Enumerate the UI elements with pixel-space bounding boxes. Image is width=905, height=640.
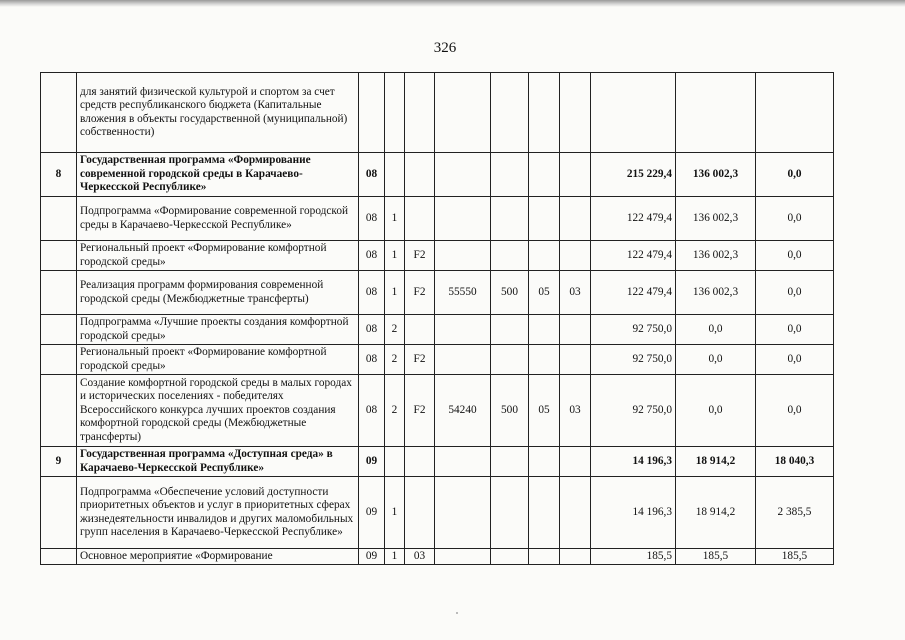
subprogram-code — [385, 447, 405, 477]
row-number: 9 — [41, 447, 77, 477]
program-code: 08 — [359, 375, 385, 447]
page-number: 326 — [433, 40, 457, 56]
amount-year-1: 122 479,4 — [591, 197, 676, 241]
amount-year-1: 185,5 — [591, 549, 676, 565]
amount-year-2 — [676, 73, 756, 153]
table-row — [41, 153, 834, 197]
direction-code — [435, 73, 491, 153]
subsection-code — [560, 345, 591, 375]
row-number — [41, 73, 77, 153]
scan-speck — [456, 612, 458, 614]
subsection-code — [560, 197, 591, 241]
subsection-code — [560, 477, 591, 549]
amount-year-2: 0,0 — [676, 375, 756, 447]
expense-type-code — [491, 73, 529, 153]
amount-year-3: 0,0 — [756, 345, 834, 375]
amount-year-2: 18 914,2 — [676, 447, 756, 477]
amount-year-1: 92 750,0 — [591, 315, 676, 345]
row-name: Подпрограмма «Обеспечение условий доступности приоритетных объектов и услуг в приоритетных сферах жизнедеятельности инвалидов и других маломобильных групп населения в Карачаево-Черкесской Республике» — [77, 477, 359, 549]
subprogram-code — [385, 153, 405, 197]
row-number — [41, 315, 77, 345]
row-number — [41, 477, 77, 549]
amount-year-2: 136 002,3 — [676, 241, 756, 271]
section-code: 05 — [529, 271, 560, 315]
expense-type-code — [491, 549, 529, 565]
direction-code: 55550 — [435, 271, 491, 315]
section-code — [529, 197, 560, 241]
program-code: 09 — [359, 447, 385, 477]
section-code — [529, 153, 560, 197]
program-code: 08 — [359, 153, 385, 197]
project-code: F2 — [405, 271, 435, 315]
subprogram-code: 1 — [385, 477, 405, 549]
expense-type-code: 500 — [491, 375, 529, 447]
amount-year-1: 122 479,4 — [591, 241, 676, 271]
expense-type-code — [491, 197, 529, 241]
amount-year-3: 18 040,3 — [756, 447, 834, 477]
amount-year-3: 185,5 — [756, 549, 834, 565]
project-code: F2 — [405, 241, 435, 271]
section-code — [529, 241, 560, 271]
amount-year-3: 0,0 — [756, 315, 834, 345]
direction-code — [435, 345, 491, 375]
amount-year-3 — [756, 73, 834, 153]
subsection-code — [560, 315, 591, 345]
amount-year-1: 92 750,0 — [591, 345, 676, 375]
program-code: 08 — [359, 241, 385, 271]
row-name: Основное мероприятие «Формирование — [77, 549, 359, 565]
row-name: Государственная программа «Формирование современной городской среды в Карачаево-Черкесской Республике» — [77, 153, 359, 197]
amount-year-1: 14 196,3 — [591, 447, 676, 477]
amount-year-3: 2 385,5 — [756, 477, 834, 549]
row-number — [41, 375, 77, 447]
row-name: для занятий физической культурой и спортом за счет средств республиканского бюджета (Капитальные вложения в объекты государственной (муниципальной) собственности) — [77, 73, 359, 153]
subsection-code — [560, 549, 591, 565]
direction-code — [435, 549, 491, 565]
program-code: 08 — [359, 197, 385, 241]
expense-type-code — [491, 345, 529, 375]
amount-year-3: 0,0 — [756, 271, 834, 315]
row-number — [41, 549, 77, 565]
amount-year-3: 0,0 — [756, 197, 834, 241]
subprogram-code: 1 — [385, 549, 405, 565]
table-row — [41, 477, 834, 549]
amount-year-1 — [591, 73, 676, 153]
row-name: Реализация программ формирования современной городской среды (Межбюджетные трансферты) — [77, 271, 359, 315]
subsection-code — [560, 153, 591, 197]
section-code — [529, 477, 560, 549]
table-row — [41, 549, 834, 565]
direction-code — [435, 241, 491, 271]
subsection-code: 03 — [560, 271, 591, 315]
program-code — [359, 73, 385, 153]
expense-type-code — [491, 447, 529, 477]
expense-type-code — [491, 153, 529, 197]
row-name: Подпрограмма «Формирование современной городской среды в Карачаево-Черкесской Республике» — [77, 197, 359, 241]
subsection-code — [560, 73, 591, 153]
subsection-code — [560, 241, 591, 271]
row-name: Подпрограмма «Лучшие проекты создания комфортной городской среды» — [77, 315, 359, 345]
row-number — [41, 197, 77, 241]
amount-year-3: 0,0 — [756, 375, 834, 447]
program-code: 09 — [359, 549, 385, 565]
amount-year-1: 14 196,3 — [591, 477, 676, 549]
amount-year-2: 136 002,3 — [676, 197, 756, 241]
subprogram-code: 1 — [385, 241, 405, 271]
program-code: 08 — [359, 345, 385, 375]
direction-code — [435, 197, 491, 241]
expense-type-code — [491, 241, 529, 271]
project-code — [405, 477, 435, 549]
row-name: Государственная программа «Доступная среда» в Карачаево-Черкесской Республике» — [77, 447, 359, 477]
program-code: 09 — [359, 477, 385, 549]
program-code: 08 — [359, 271, 385, 315]
row-name: Региональный проект «Формирование комфортной городской среды» — [77, 345, 359, 375]
direction-code — [435, 315, 491, 345]
project-code — [405, 447, 435, 477]
section-code: 05 — [529, 375, 560, 447]
amount-year-1: 92 750,0 — [591, 375, 676, 447]
row-number — [41, 271, 77, 315]
subprogram-code: 2 — [385, 315, 405, 345]
amount-year-2: 136 002,3 — [676, 271, 756, 315]
table-row — [41, 375, 834, 447]
table-row — [41, 197, 834, 241]
subsection-code — [560, 447, 591, 477]
amount-year-1: 122 479,4 — [591, 271, 676, 315]
direction-code: 54240 — [435, 375, 491, 447]
expense-type-code — [491, 315, 529, 345]
table-row — [41, 241, 834, 271]
subprogram-code: 2 — [385, 345, 405, 375]
table-row — [41, 73, 834, 153]
amount-year-3: 0,0 — [756, 241, 834, 271]
table-row — [41, 447, 834, 477]
direction-code — [435, 153, 491, 197]
row-number: 8 — [41, 153, 77, 197]
subprogram-code: 1 — [385, 271, 405, 315]
section-code — [529, 315, 560, 345]
section-code — [529, 549, 560, 565]
amount-year-2: 0,0 — [676, 345, 756, 375]
amount-year-2: 18 914,2 — [676, 477, 756, 549]
amount-year-1: 215 229,4 — [591, 153, 676, 197]
row-number — [41, 241, 77, 271]
expense-type-code — [491, 477, 529, 549]
budget-table — [40, 72, 834, 565]
project-code: F2 — [405, 345, 435, 375]
amount-year-2: 185,5 — [676, 549, 756, 565]
project-code — [405, 153, 435, 197]
direction-code — [435, 447, 491, 477]
table-row — [41, 271, 834, 315]
table-row — [41, 315, 834, 345]
row-name: Создание комфортной городской среды в малых городах и исторических поселениях - победителях Всероссийского конкурса лучших проектов создания комфортной городской среды (Межбюджетные трансферты) — [77, 375, 359, 447]
section-code — [529, 447, 560, 477]
section-code — [529, 73, 560, 153]
project-code — [405, 197, 435, 241]
project-code: 03 — [405, 549, 435, 565]
subprogram-code — [385, 73, 405, 153]
row-number — [41, 345, 77, 375]
direction-code — [435, 477, 491, 549]
subprogram-code: 2 — [385, 375, 405, 447]
table-row — [41, 345, 834, 375]
amount-year-2: 0,0 — [676, 315, 756, 345]
project-code — [405, 73, 435, 153]
program-code: 08 — [359, 315, 385, 345]
amount-year-2: 136 002,3 — [676, 153, 756, 197]
scan-top-edge — [0, 0, 905, 7]
section-code — [529, 345, 560, 375]
row-name: Региональный проект «Формирование комфортной городской среды» — [77, 241, 359, 271]
project-code — [405, 315, 435, 345]
amount-year-3: 0,0 — [756, 153, 834, 197]
expense-type-code: 500 — [491, 271, 529, 315]
subsection-code: 03 — [560, 375, 591, 447]
subprogram-code: 1 — [385, 197, 405, 241]
project-code: F2 — [405, 375, 435, 447]
